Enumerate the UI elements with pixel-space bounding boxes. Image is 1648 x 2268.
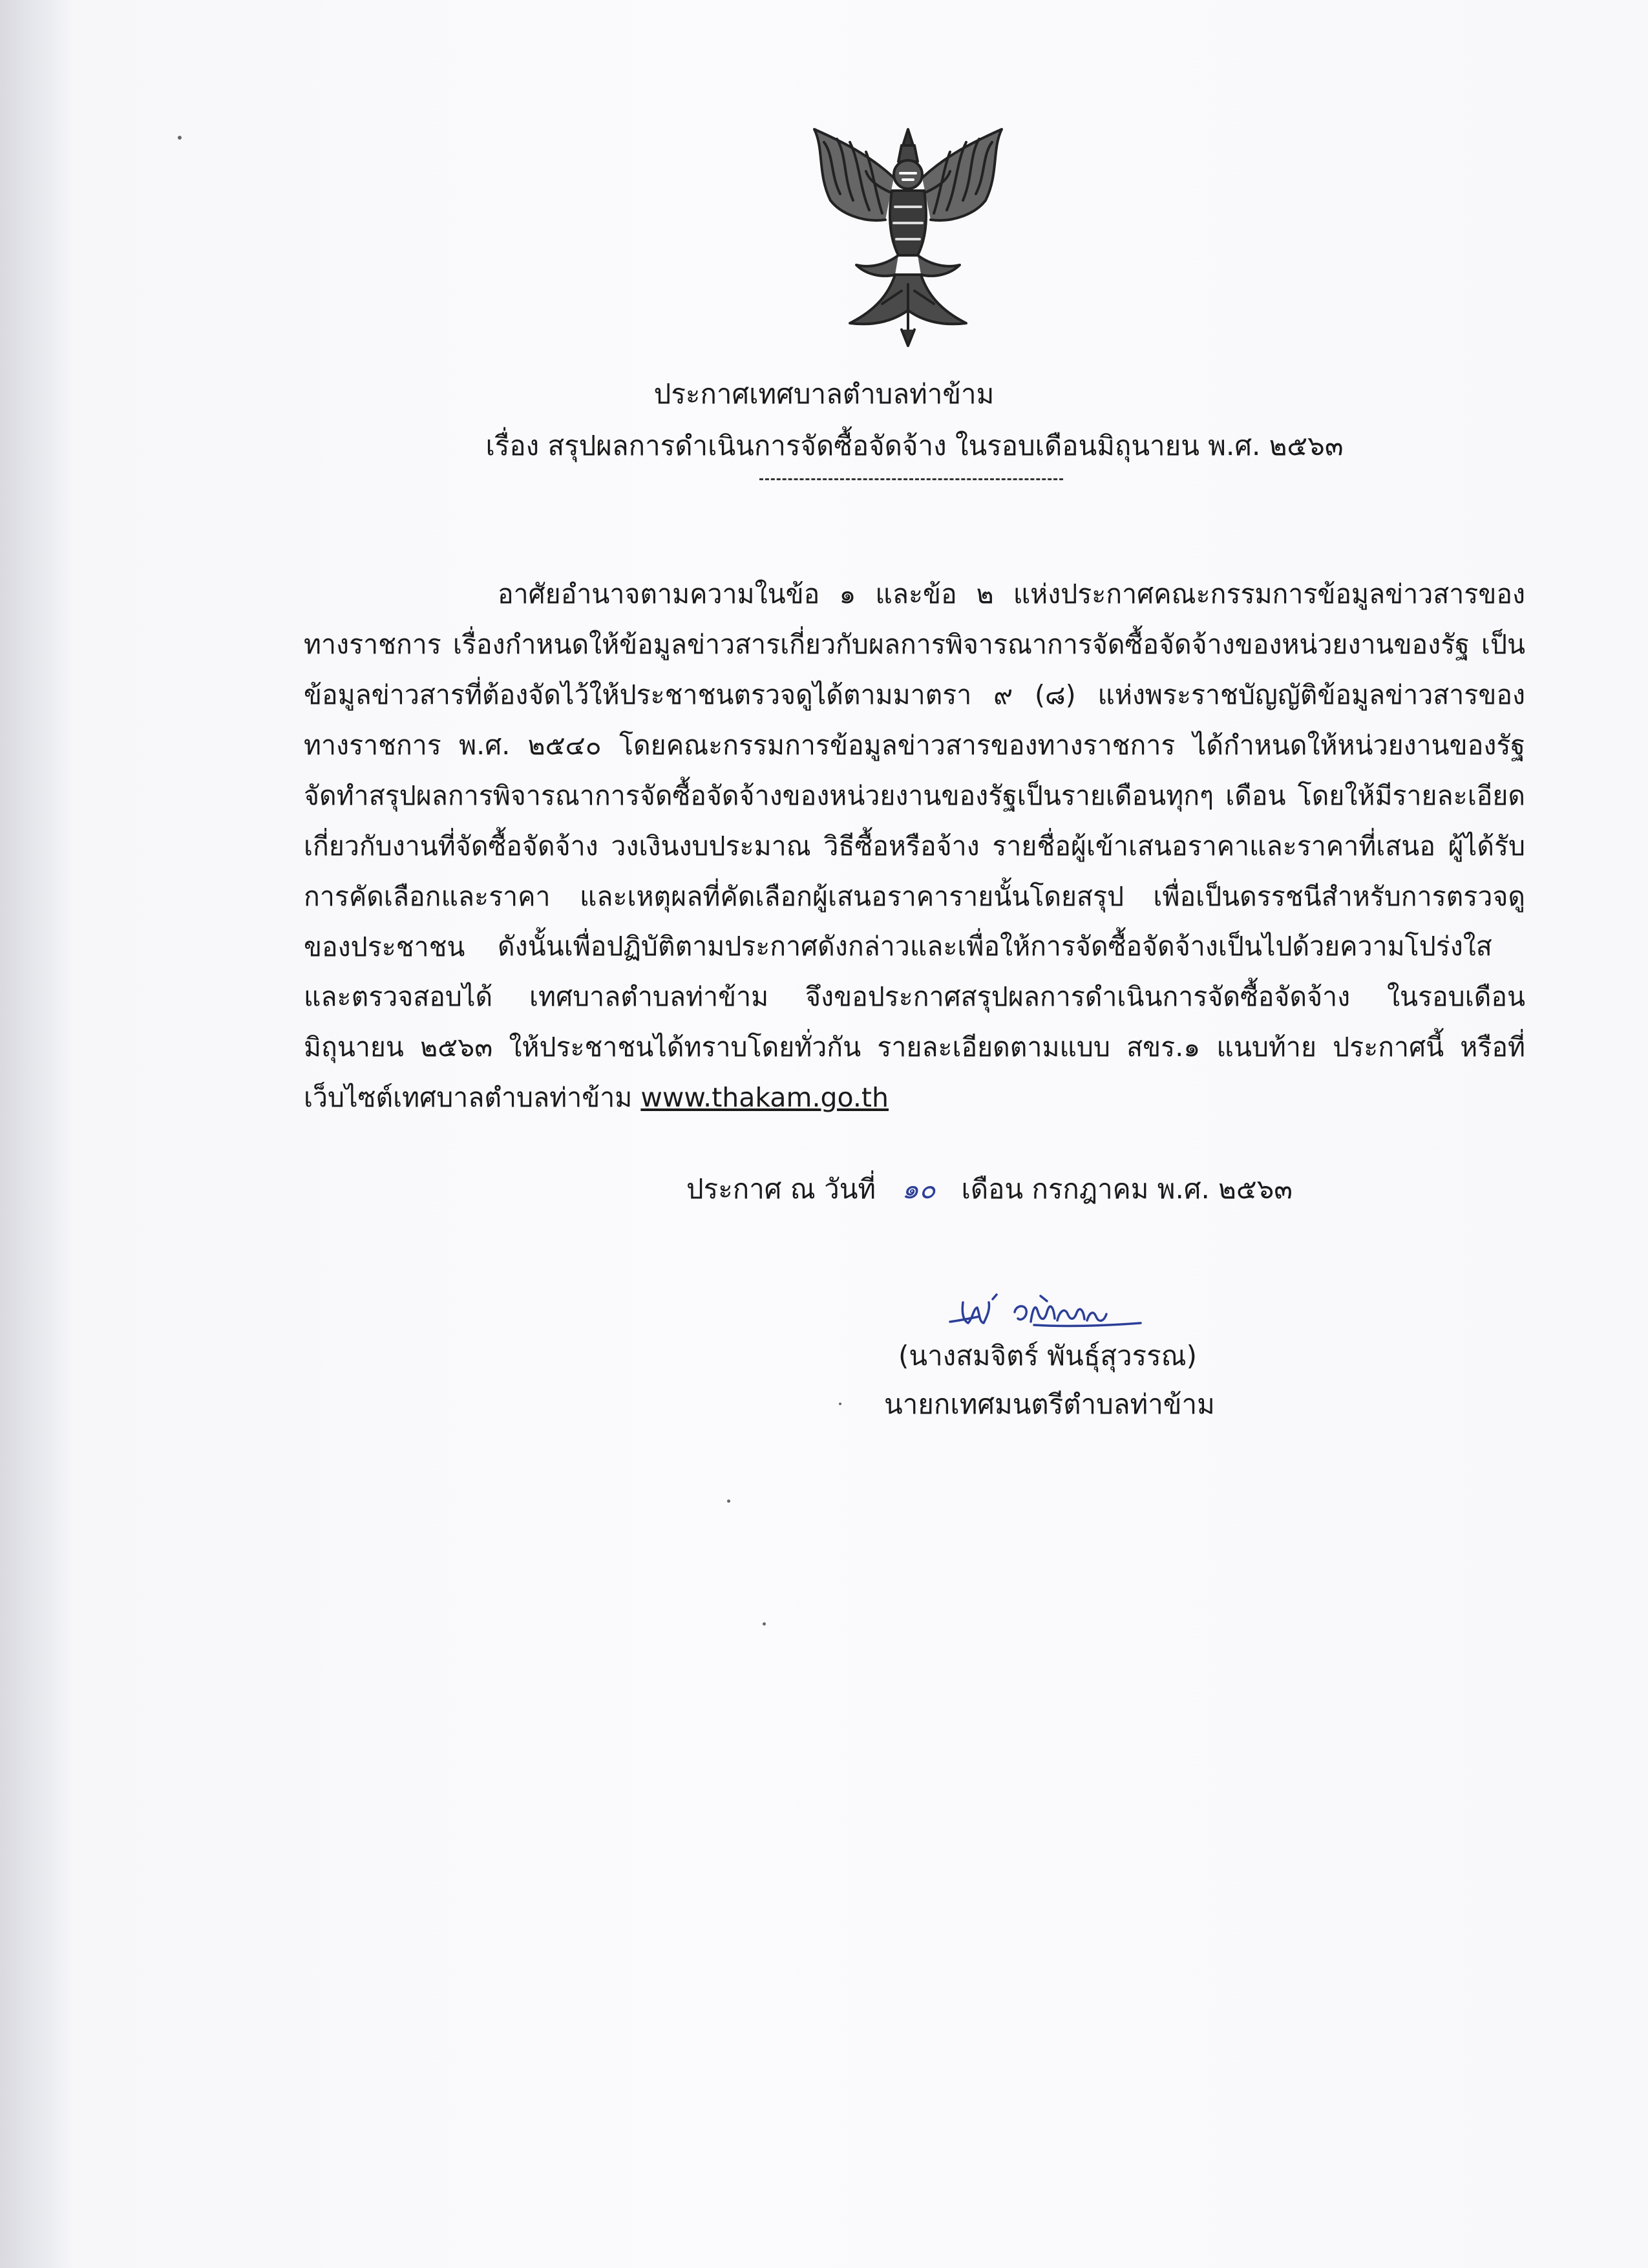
- separator-line: [759, 478, 1063, 480]
- garuda-emblem-icon: [805, 116, 1011, 349]
- body-paragraph-1: อาศัยอำนาจตามความในข้อ ๑ และข้อ ๒ แห่งประกาศคณะกรรมการข้อมูลข่าวสารของทางราชการ เรื่องกำหนดให้ข้อมูลข่าวสารเกี่ยวกับผลการพิจารณาการจัดซื้อจัดจ้างของหน่วยงานของรัฐ เป็นข้อมูลข่าวสารที่ต้องจัดไว้ให้ประชาชนตรวจดูได้ตามมาตรา ๙ (๘) แห่งพระราชบัญญัติข้อมูลข่าวสารของทางราชการ พ.ศ. ๒๕๔๐ โดยคณะกรรมการข้อมูลข่าวสารของทางราชการ ได้กำหนดให้หน่วยงานของรัฐ จัดทำสรุปผลการพิจารณาการจัดซื้อจัดจ้างของหน่วยงานของรัฐเป็นรายเดือนทุกๆ เดือน โดยให้มีรายละเอียด เกี่ยวกับงานที่จัดซื้อจัดจ้าง วงเงินงบประมาณ วิธีซื้อหรือจ้าง รายชื่อผู้เข้าเสนอราคาและราคาที่เสนอ ผู้ได้รับการคัดเลือกและราคา และเหตุผลที่คัดเลือกผู้เสนอราคารายนั้นโดยสรุป เพื่อเป็นดรรชนีสำหรับการตรวจดูของประชาชน: [304, 578, 1525, 962]
- scan-speck: [763, 1622, 766, 1626]
- date-day: ๑๐: [902, 1173, 936, 1205]
- scan-speck: [839, 1403, 841, 1405]
- body-paragraph-2-text: ดังนั้นเพื่อปฏิบัติตามประกาศดังกล่าวและเพื่อให้การจัดซื้อจัดจ้างเป็นไปด้วยความโปร่งใสและตรวจสอบได้ เทศบาลตำบลท่าข้าม จึงขอประกาศสรุปผลการดำเนินการจัดซื้อจัดจ้าง ในรอบเดือนมิถุนายน ๒๕๖๓ ให้ประชาชนได้ทราบโดยทั่วกัน รายละเอียดตามแบบ สขร.๑ แนบท้าย ประกาศนี้ หรือที่เว็บไซต์เทศบาลตำบลท่าข้าม: [304, 931, 1525, 1113]
- scan-edge: [0, 0, 72, 2268]
- handwritten-signature: [944, 1283, 1150, 1341]
- signatory-position: นายกเทศมนตรีตำบลท่าข้าม: [884, 1388, 1215, 1420]
- announcement-date: [686, 1170, 1293, 1209]
- body-paragraph-2: [304, 921, 1525, 1123]
- scan-speck: [178, 136, 182, 140]
- signatory-name: (นางสมจิตร์ พันธุ์สุวรรณ): [898, 1340, 1198, 1372]
- scan-speck: [727, 1500, 730, 1503]
- website-link[interactable]: www.thakam.go.th: [640, 1082, 889, 1113]
- announcement-subject: เรื่อง สรุปผลการดำเนินการจัดซื้อจัดจ้าง ในรอบเดือนมิถุนายน พ.ศ. ๒๕๖๓: [485, 430, 1344, 461]
- date-suffix: เดือน กรกฎาคม พ.ศ. ๒๕๖๓: [961, 1173, 1293, 1205]
- announcement-title: ประกาศเทศบาลตำบลท่าข้าม: [653, 378, 995, 410]
- date-prefix: ประกาศ ณ วันที่: [686, 1173, 876, 1205]
